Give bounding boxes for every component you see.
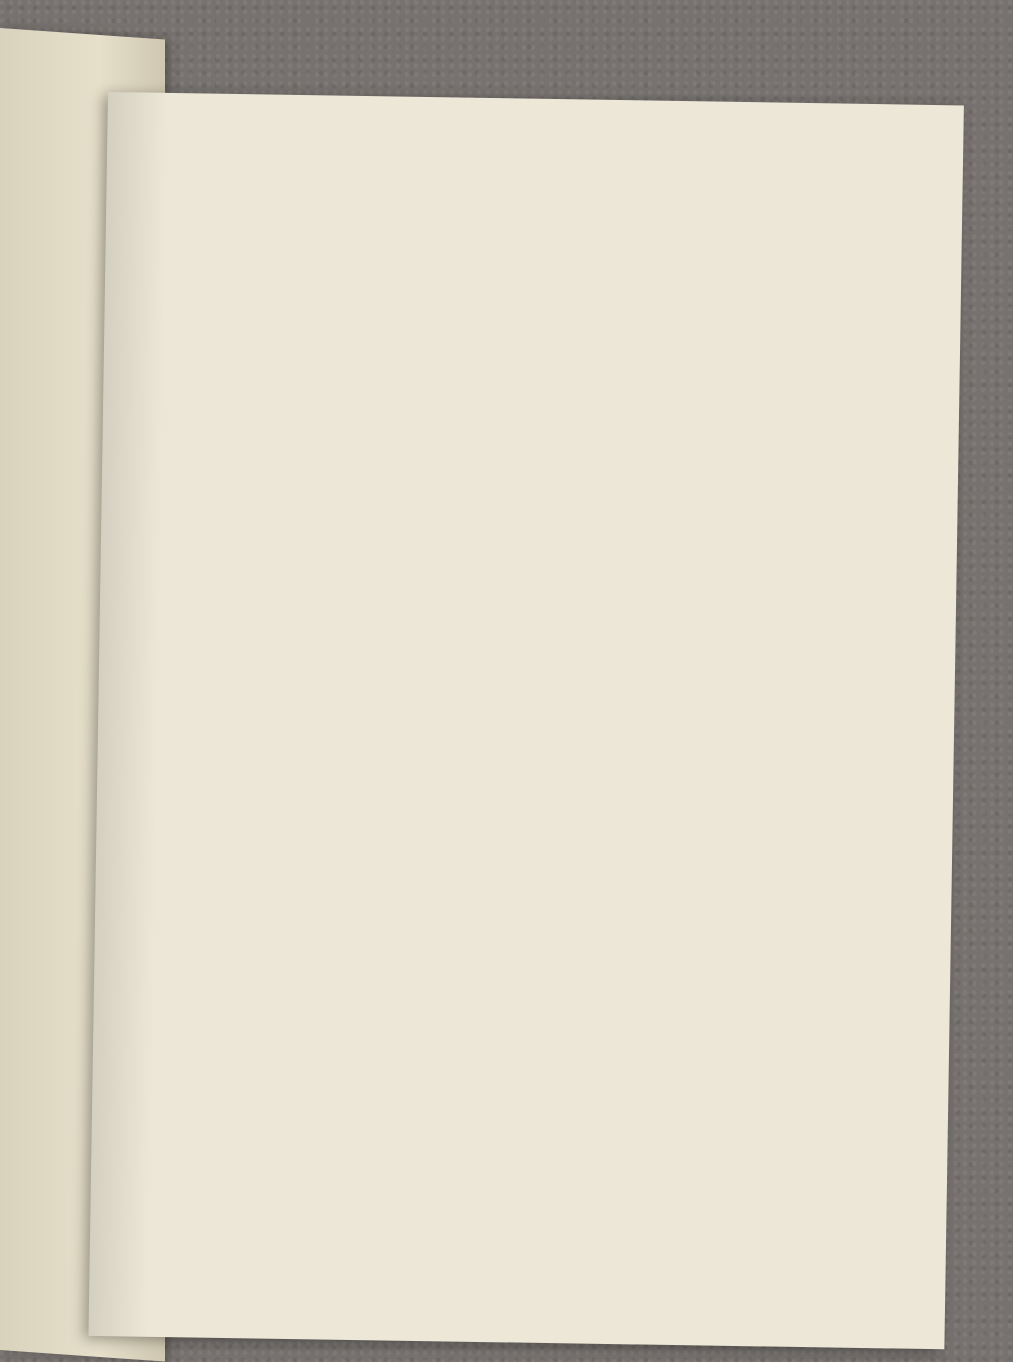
document-page — [88, 92, 963, 1349]
table-of-contents — [201, 267, 881, 278]
